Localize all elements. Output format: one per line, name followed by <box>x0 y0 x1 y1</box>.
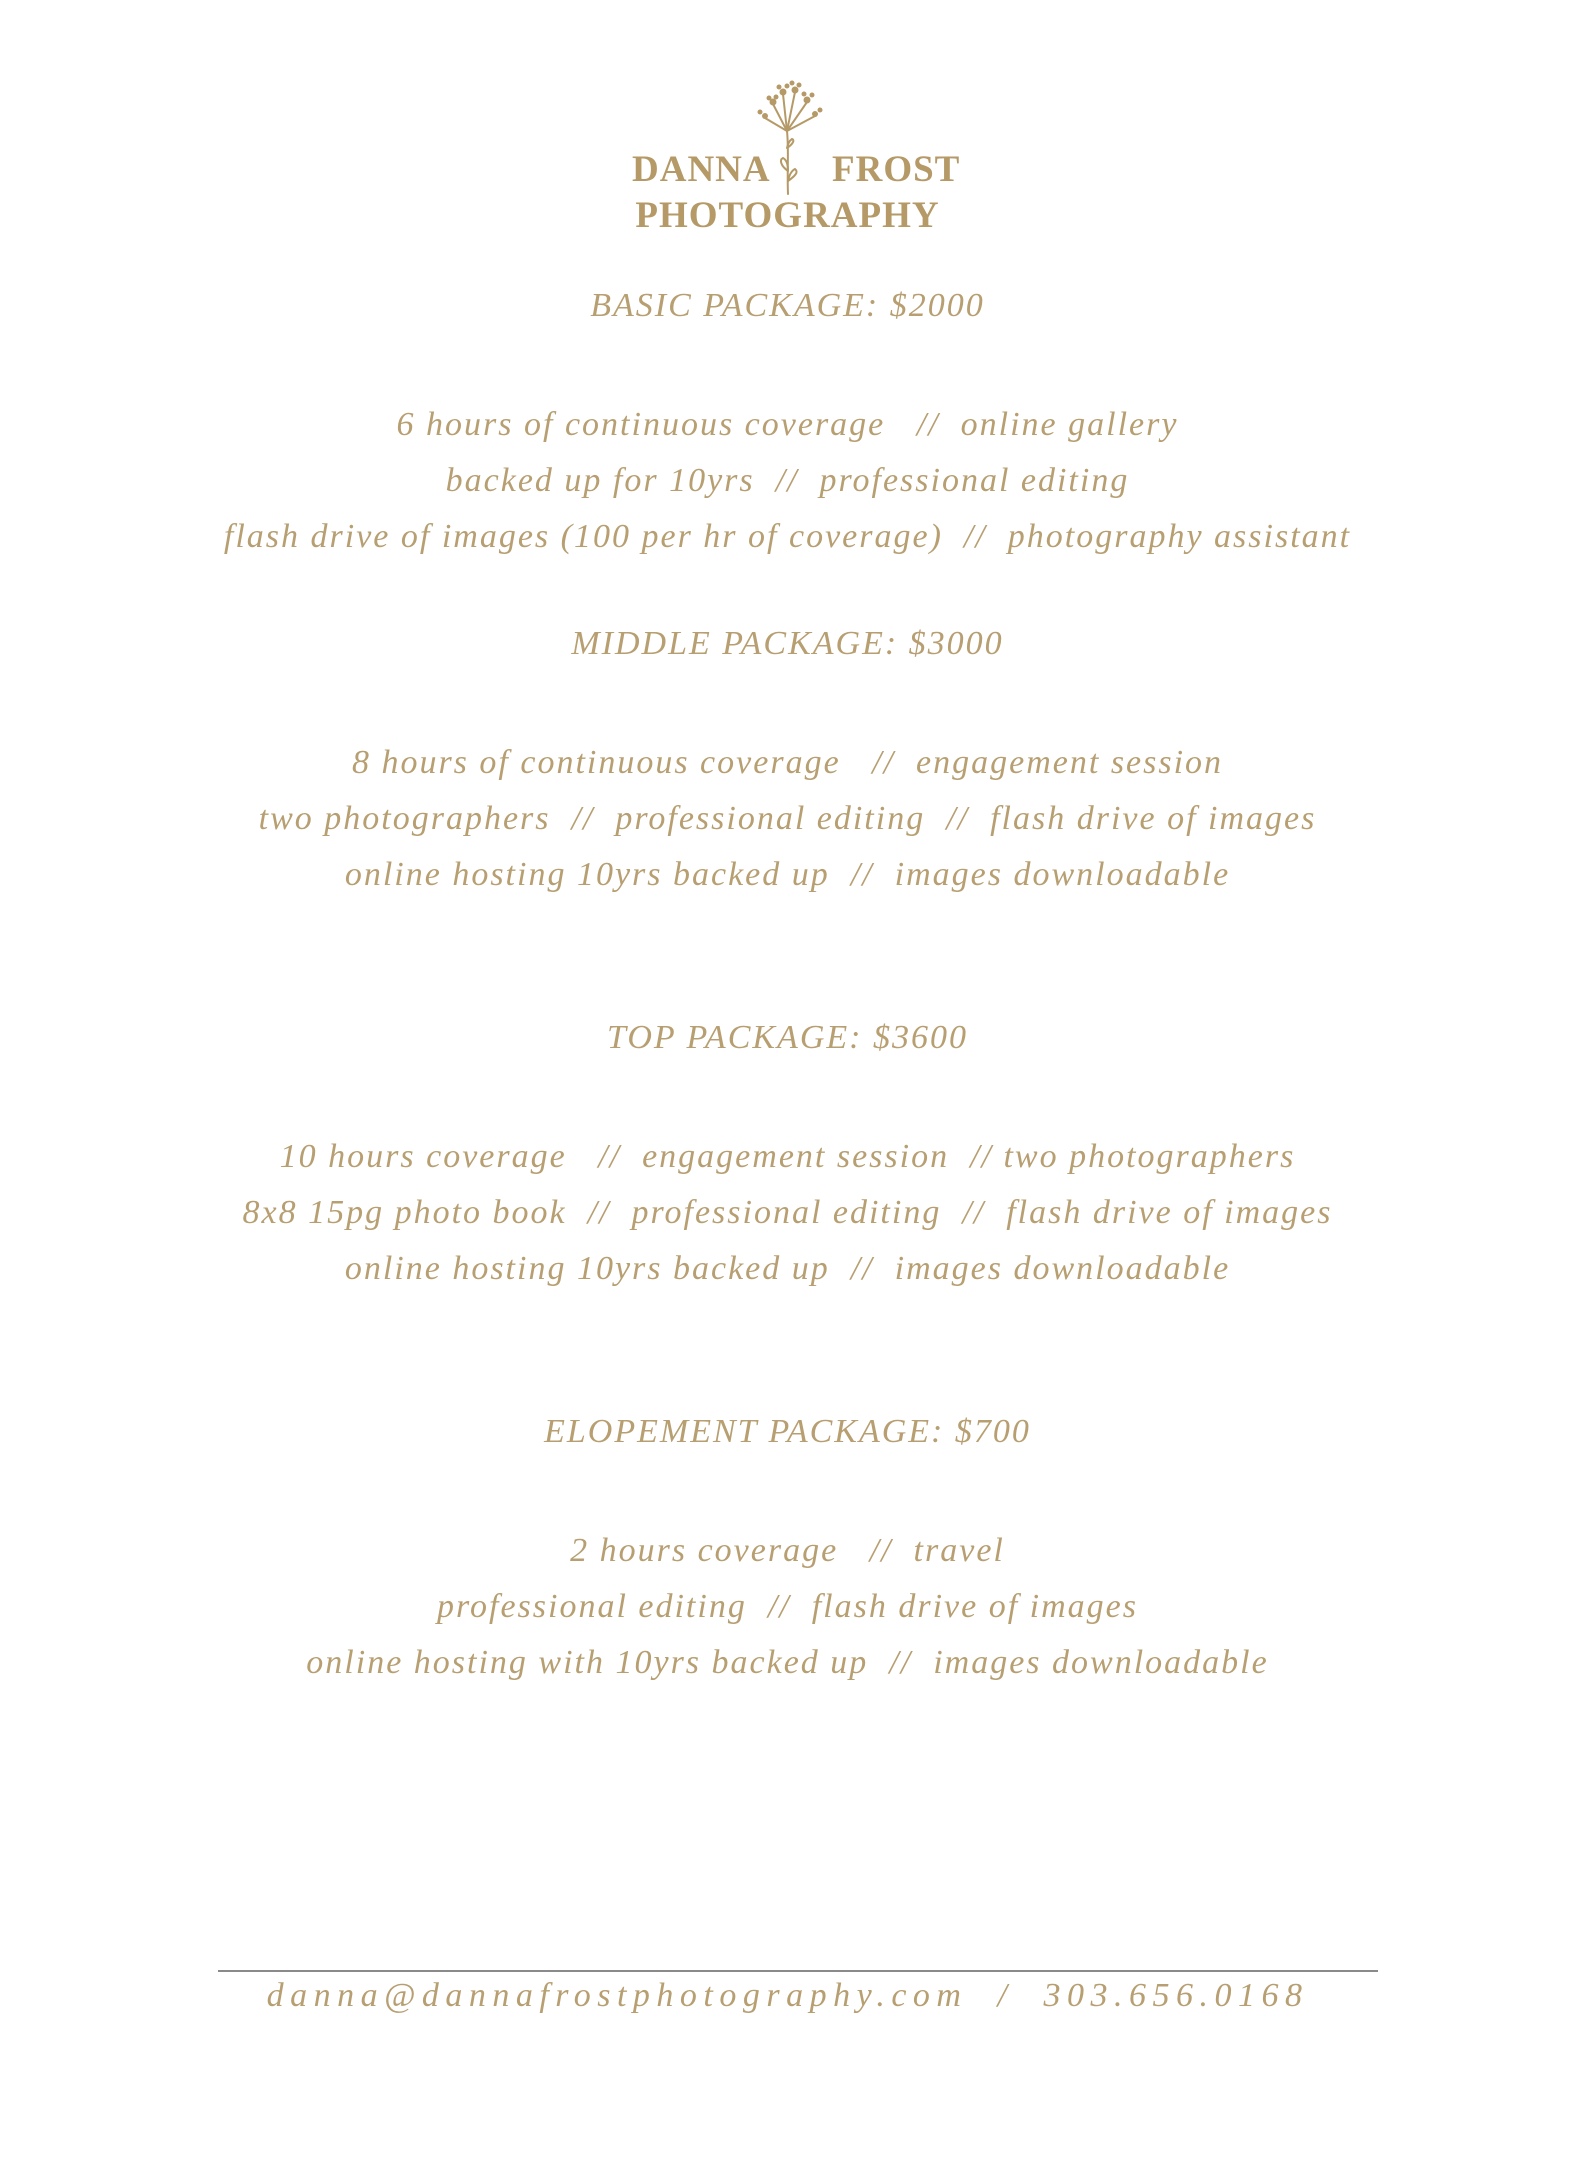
package-features <box>0 1129 1575 1297</box>
package-features <box>0 397 1575 565</box>
package-features <box>0 735 1575 903</box>
package-feature: 2 hours coverage // travel <box>570 1532 1005 1569</box>
brand-logo <box>0 76 1575 246</box>
footer-contact <box>0 1972 1575 2020</box>
footer-separator: / <box>967 1977 1044 2014</box>
package-feature: 8x8 15pg photo book // professional editing // flash drive of images <box>242 1194 1333 1231</box>
package-feature: online hosting 10yrs backed up // images downloadable <box>344 1250 1231 1287</box>
package-feature: 6 hours of continuous coverage // online gallery <box>396 406 1179 443</box>
package-feature: two photographers // professional editing // flash drive of images <box>258 800 1317 837</box>
package-title: MIDDLE PACKAGE: $3000 <box>571 625 1004 662</box>
package-features <box>0 1523 1575 1691</box>
package-title: BASIC PACKAGE: $2000 <box>590 287 985 324</box>
package-feature: online hosting 10yrs backed up // images downloadable <box>344 856 1231 893</box>
footer-email[interactable]: danna@dannafrostphotography.com <box>266 1977 968 2014</box>
package-title: TOP PACKAGE: $3600 <box>607 1019 968 1056</box>
brand-name-first: DANNA <box>632 149 771 190</box>
package-title: ELOPEMENT PACKAGE: $700 <box>544 1413 1031 1450</box>
package-feature: 10 hours coverage // engagement session // two photographers <box>279 1138 1296 1175</box>
package-feature: online hosting with 10yrs backed up // images downloadable <box>306 1644 1269 1681</box>
brand-name-last: FROST <box>832 149 961 190</box>
footer-phone[interactable]: 303.656.0168 <box>1043 1977 1309 2014</box>
package-top <box>0 1017 1575 1297</box>
package-feature: 8 hours of continuous coverage // engagement session <box>351 744 1224 781</box>
package-feature: professional editing // flash drive of images <box>437 1588 1138 1625</box>
package-middle <box>0 623 1575 903</box>
package-feature: backed up for 10yrs // professional editing <box>445 462 1130 499</box>
package-feature: flash drive of images (100 per hr of coverage) // photography assistant <box>223 518 1352 555</box>
package-elopement <box>0 1411 1575 1691</box>
brand-tagline: PHOTOGRAPHY <box>635 195 940 236</box>
package-basic <box>0 285 1575 565</box>
